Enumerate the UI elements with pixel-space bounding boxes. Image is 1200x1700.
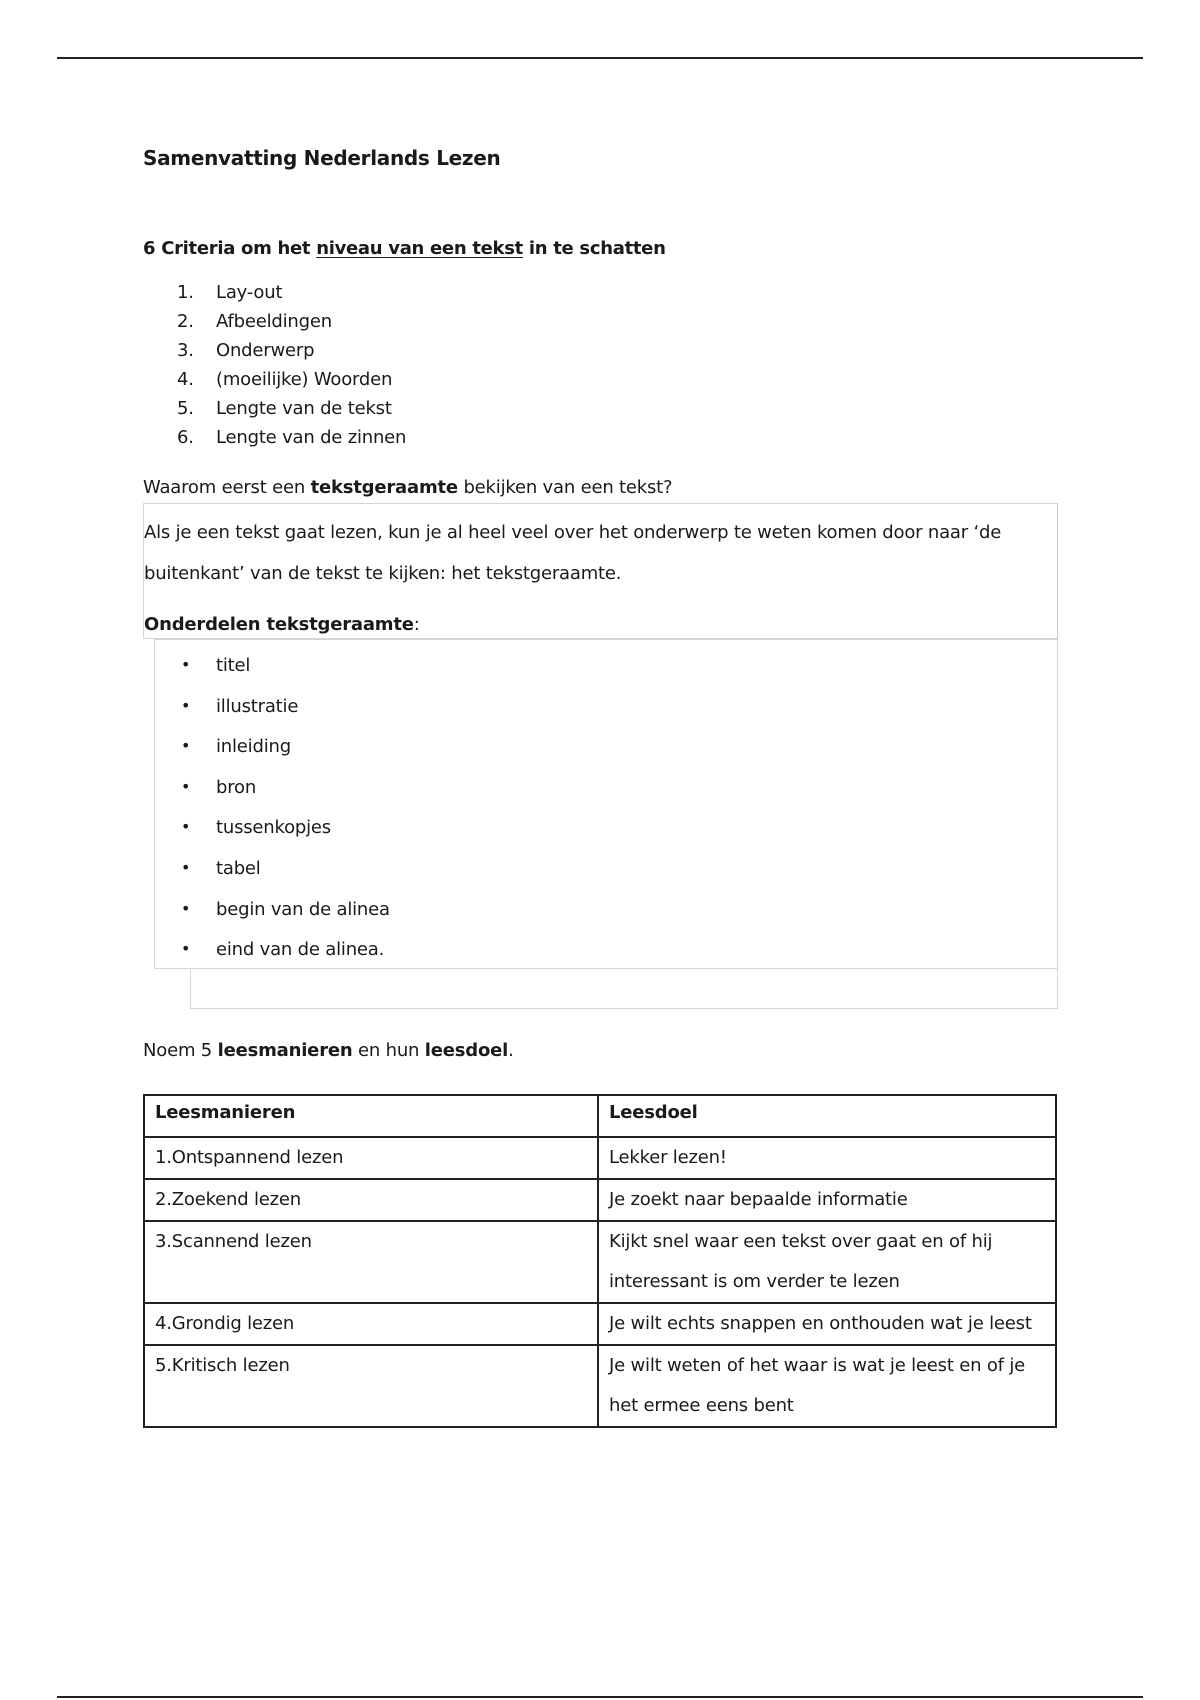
table-cell: 1.Ontspannend lezen (144, 1137, 598, 1179)
reading-methods-table (143, 1094, 1057, 1428)
list-item-text: Onderwerp (216, 340, 315, 361)
parts-list (177, 655, 390, 980)
table-row (144, 1345, 1056, 1427)
list-item-number: 3. (177, 340, 194, 361)
bullet-icon: • (181, 857, 191, 877)
cell-line: Kijkt snel waar een tekst over gaat en of hij (609, 1231, 993, 1252)
list-item (177, 369, 406, 398)
document-title: Samenvatting Nederlands Lezen (143, 146, 501, 170)
criteria-list (177, 282, 406, 456)
bullet-icon: • (181, 655, 191, 674)
criteria-heading-suffix: in te schatten (522, 238, 666, 259)
list-item (177, 340, 406, 369)
list-item (177, 736, 390, 777)
list-item-number: 5. (177, 398, 194, 419)
prompt-middle: en hun (352, 1040, 425, 1061)
table-cell: Lekker lezen! (598, 1137, 1056, 1179)
prompt-suffix: . (508, 1040, 514, 1061)
parts-heading (144, 614, 1049, 635)
bullet-icon: • (181, 898, 191, 918)
table-cell: Je zoekt naar bepaalde informatie (598, 1179, 1056, 1221)
list-item-text: eind van de alinea. (216, 939, 385, 961)
prompt-prefix: Noem 5 (143, 1040, 218, 1061)
list-item-text: Lay-out (216, 282, 283, 303)
bullet-icon: • (181, 817, 191, 837)
reading-prompt (143, 1040, 514, 1061)
list-item-number: 1. (177, 282, 194, 303)
list-item (177, 282, 406, 311)
list-item-text: illustratie (216, 695, 299, 717)
table-cell: 4.Grondig lezen (144, 1303, 598, 1345)
list-item-text: titel (216, 655, 251, 676)
page-top-rule (57, 57, 1143, 59)
list-item-text: Lengte van de zinnen (216, 427, 407, 448)
cell-line: het ermee eens bent (609, 1395, 794, 1416)
parts-heading-suffix: : (413, 614, 420, 635)
skeleton-question (143, 477, 672, 498)
criteria-heading-prefix: 6 Criteria om het (143, 238, 317, 259)
list-item-text: (moeilijke) Woorden (216, 369, 393, 390)
list-item (177, 398, 406, 427)
list-item (177, 655, 390, 696)
bullet-icon: • (181, 776, 191, 796)
table-cell: Je wilt echts snappen en onthouden wat je leest (598, 1303, 1056, 1345)
list-item (177, 427, 406, 456)
table-cell (598, 1221, 1056, 1303)
prompt-bold-1: leesmanieren (217, 1040, 353, 1061)
page-bottom-rule (57, 1696, 1143, 1698)
table-header-row (144, 1095, 1056, 1137)
table-cell: 5.Kritisch lezen (144, 1345, 598, 1427)
answer-line-2: buitenkant’ van de tekst te kijken: het tekstgeraamte. (144, 563, 622, 584)
list-item-text: inleiding (216, 736, 291, 758)
question-bold: tekstgeraamte (310, 477, 458, 498)
prompt-bold-2: leesdoel (424, 1040, 509, 1061)
criteria-heading (143, 238, 666, 259)
list-item-text: tussenkopjes (216, 817, 331, 839)
list-item (177, 858, 390, 899)
list-item (177, 817, 390, 858)
list-item-text: begin van de alinea (216, 898, 390, 920)
cell-line: Je wilt weten of het waar is wat je leest en of je (609, 1355, 1025, 1376)
list-item-text: Afbeeldingen (216, 311, 332, 332)
list-item-number: 2. (177, 311, 194, 332)
table-cell (598, 1345, 1056, 1427)
table-row (144, 1137, 1056, 1179)
list-item (177, 899, 390, 940)
list-item-text: Lengte van de tekst (216, 398, 392, 419)
table-cell: 3.Scannend lezen (144, 1221, 598, 1303)
list-item (177, 696, 390, 737)
list-item-number: 4. (177, 369, 194, 390)
question-suffix: bekijken van een tekst? (457, 477, 673, 498)
answer-line-1: Als je een tekst gaat lezen, kun je al heel veel over het onderwerp te weten komen door naar ‘de (144, 522, 1002, 543)
list-item-text: bron (216, 776, 257, 798)
table-row (144, 1221, 1056, 1303)
bullet-icon: • (181, 939, 191, 959)
list-item (177, 939, 390, 980)
table-row (144, 1303, 1056, 1345)
bullet-icon: • (181, 695, 191, 715)
cell-line: interessant is om verder te lezen (609, 1271, 900, 1292)
bullet-icon: • (181, 736, 191, 756)
table-header-cell: Leesmanieren (144, 1095, 598, 1137)
table-header-cell: Leesdoel (598, 1095, 1056, 1137)
table-row (144, 1179, 1056, 1221)
list-item (177, 777, 390, 818)
list-item (177, 311, 406, 340)
parts-heading-bold: Onderdelen tekstgeraamte (144, 614, 414, 635)
list-item-number: 6. (177, 427, 194, 448)
table-cell: 2.Zoekend lezen (144, 1179, 598, 1221)
criteria-heading-underlined: niveau van een tekst (316, 238, 523, 259)
answer-box (143, 503, 1058, 639)
list-item-text: tabel (216, 857, 261, 879)
question-prefix: Waarom eerst een (143, 477, 311, 498)
